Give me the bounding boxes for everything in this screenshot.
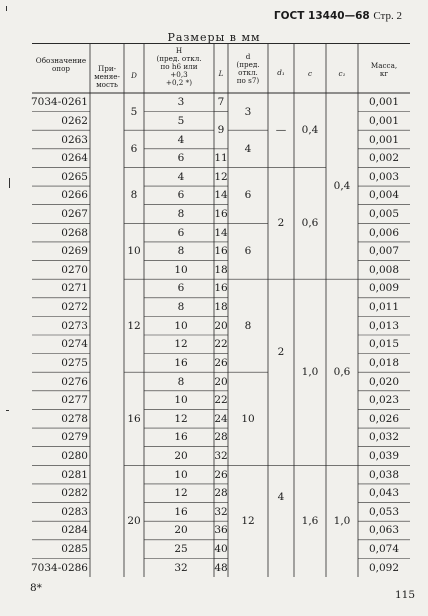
cell-H: 10 bbox=[174, 468, 188, 481]
cell-designation: 0269 bbox=[61, 245, 88, 258]
cell-designation: 0264 bbox=[61, 152, 88, 165]
cell-H: 16 bbox=[174, 356, 188, 369]
cell-mass: 0,001 bbox=[368, 114, 400, 127]
cell-d: 10 bbox=[241, 412, 255, 425]
cell-mass: 0,038 bbox=[368, 468, 400, 481]
cell-mass: 0,004 bbox=[368, 189, 400, 202]
cell-mass: 0,008 bbox=[368, 263, 400, 276]
cell-H: 8 bbox=[177, 301, 185, 314]
cell-designation: 0282 bbox=[61, 487, 88, 500]
cell-mass: 0,001 bbox=[368, 96, 400, 109]
cell-L: 48 bbox=[214, 561, 228, 574]
cell-L: 26 bbox=[214, 356, 228, 369]
cell-designation: 0284 bbox=[61, 524, 88, 537]
dimensions-table bbox=[32, 43, 410, 577]
cell-H: 3 bbox=[177, 96, 185, 109]
cell-L: 24 bbox=[214, 412, 228, 425]
cell-L: 28 bbox=[214, 431, 228, 444]
cell-designation: 0277 bbox=[61, 394, 88, 407]
cell-mass: 0,018 bbox=[368, 356, 400, 369]
cell-designation: 0275 bbox=[61, 356, 88, 369]
cell-designation: 0280 bbox=[61, 450, 88, 462]
margin-mark bbox=[6, 410, 9, 411]
column-header-d1: d₁ bbox=[277, 68, 285, 77]
cell-designation: 0278 bbox=[61, 412, 88, 425]
column-header-c1: c₁ bbox=[338, 69, 346, 78]
cell-L: 11 bbox=[214, 152, 228, 165]
cell-H: 16 bbox=[174, 505, 188, 518]
cell-D: 20 bbox=[127, 515, 141, 528]
cell-H: 20 bbox=[174, 524, 188, 537]
cell-mass: 0,002 bbox=[368, 152, 400, 165]
cell-c1: 0,6 bbox=[333, 366, 351, 379]
cell-D: 12 bbox=[127, 319, 141, 332]
cell-L: 22 bbox=[214, 338, 228, 351]
cell-mass: 0,007 bbox=[368, 245, 400, 258]
cell-H: 10 bbox=[174, 263, 188, 276]
cell-H: 12 bbox=[174, 487, 188, 500]
cell-mass: 0,026 bbox=[368, 412, 400, 425]
cell-H: 16 bbox=[174, 431, 188, 444]
cell-d1: 2 bbox=[277, 346, 285, 359]
cell-mass: 0,006 bbox=[368, 226, 400, 239]
cell-mass: 0,092 bbox=[368, 561, 400, 574]
cell-H: 6 bbox=[177, 189, 185, 202]
cell-c1: 0,4 bbox=[333, 180, 351, 193]
page-header bbox=[274, 10, 402, 22]
column-header-mass: Масса, кг bbox=[370, 61, 398, 78]
cell-mass: 0,011 bbox=[368, 301, 400, 314]
signature-mark: 8* bbox=[30, 582, 42, 594]
column-header-designation: Обозначение опор bbox=[35, 56, 87, 73]
cell-mass: 0,023 bbox=[368, 394, 400, 407]
column-header-c: c bbox=[307, 69, 313, 78]
cell-designation: 0266 bbox=[61, 189, 88, 202]
cell-L: 14 bbox=[214, 189, 228, 202]
cell-L: 16 bbox=[214, 282, 228, 295]
cell-L: 20 bbox=[214, 375, 228, 388]
cell-d: 6 bbox=[244, 189, 252, 202]
cell-H: 4 bbox=[177, 170, 185, 183]
cell-H: 8 bbox=[177, 375, 185, 388]
cell-L: 14 bbox=[214, 226, 228, 239]
cell-mass: 0,063 bbox=[368, 524, 400, 537]
cell-d1: — bbox=[275, 124, 287, 137]
cell-d: 6 bbox=[244, 245, 252, 258]
cell-L: 16 bbox=[214, 208, 228, 220]
cell-designation: 0276 bbox=[61, 375, 88, 388]
cell-L: 40 bbox=[214, 543, 228, 556]
cell-designation: 0279 bbox=[61, 431, 88, 444]
cell-H: 8 bbox=[177, 208, 185, 220]
cell-designation: 0263 bbox=[61, 133, 88, 146]
page-number: 115 bbox=[395, 589, 416, 601]
cell-designation: 0274 bbox=[61, 338, 88, 351]
cell-H: 32 bbox=[174, 561, 188, 574]
cell-D: 8 bbox=[130, 189, 138, 202]
column-header-d: d (пред. откл. по s7) bbox=[236, 52, 260, 85]
cell-c: 0,4 bbox=[301, 124, 319, 137]
standard-number: ГОСТ 13440—68 bbox=[273, 10, 370, 22]
cell-c1: 1,0 bbox=[333, 515, 351, 528]
cell-designation: 0270 bbox=[61, 263, 88, 276]
cell-d: 3 bbox=[244, 105, 252, 118]
cell-designation: 0271 bbox=[61, 282, 88, 295]
cell-designation: 0268 bbox=[61, 226, 88, 239]
table-subtitle: Размеры в мм bbox=[167, 31, 261, 44]
cell-d: 12 bbox=[241, 515, 255, 528]
cell-D: 6 bbox=[130, 142, 138, 155]
cell-mass: 0,043 bbox=[368, 487, 400, 500]
cell-designation: 7034-0261 bbox=[31, 96, 88, 109]
cell-L-merged: 9 bbox=[217, 124, 225, 137]
cell-designation: 7034-0286 bbox=[31, 561, 88, 574]
cell-H: 6 bbox=[177, 152, 185, 165]
cell-designation: 0285 bbox=[61, 543, 88, 556]
cell-H: 4 bbox=[177, 133, 185, 146]
cell-D: 5 bbox=[130, 105, 138, 118]
cell-D: 10 bbox=[127, 245, 141, 258]
cell-designation: 0262 bbox=[61, 114, 88, 127]
cell-H: 12 bbox=[174, 412, 188, 425]
cell-L: 16 bbox=[214, 245, 228, 258]
cell-designation: 0281 bbox=[61, 468, 88, 481]
cell-c: 1,0 bbox=[301, 366, 319, 379]
cell-L: 32 bbox=[214, 505, 228, 518]
cell-L: 36 bbox=[214, 524, 228, 537]
cell-d1: 4 bbox=[277, 491, 285, 504]
cell-mass: 0,074 bbox=[368, 543, 400, 556]
cell-c: 0,6 bbox=[301, 217, 319, 230]
cell-d: 4 bbox=[244, 142, 252, 155]
cell-H: 20 bbox=[174, 450, 188, 462]
cell-H: 8 bbox=[177, 245, 185, 258]
cell-H: 12 bbox=[174, 338, 188, 351]
cell-H: 5 bbox=[177, 114, 185, 127]
cell-D: 16 bbox=[127, 412, 141, 425]
cell-mass: 0,001 bbox=[368, 133, 400, 146]
cell-H: 6 bbox=[177, 226, 185, 239]
cell-d1: 2 bbox=[277, 217, 285, 230]
cell-H: 10 bbox=[174, 394, 188, 407]
cell-L: 20 bbox=[214, 319, 228, 332]
cell-L: 26 bbox=[214, 468, 228, 481]
cell-L: 28 bbox=[214, 487, 228, 500]
column-header-applicability: При- меняе- мость bbox=[94, 64, 120, 89]
cell-mass: 0,015 bbox=[368, 338, 400, 351]
cell-mass: 0,039 bbox=[368, 450, 400, 462]
cell-L: 7 bbox=[217, 96, 225, 109]
cell-L: 18 bbox=[214, 301, 228, 314]
cell-designation: 0273 bbox=[61, 319, 88, 332]
cell-H: 25 bbox=[174, 543, 188, 556]
page-label: Стр. 2 bbox=[373, 10, 402, 22]
cell-mass: 0,053 bbox=[368, 505, 400, 518]
column-header-d: D bbox=[131, 71, 137, 80]
column-header-h: H (пред. откл. по h6 или +0,3 +0,2 *) bbox=[156, 46, 202, 87]
cell-mass: 0,032 bbox=[368, 431, 400, 444]
cell-designation: 0283 bbox=[61, 505, 88, 518]
cell-designation: 0272 bbox=[61, 301, 88, 314]
cell-mass: 0,013 bbox=[368, 319, 400, 332]
cell-L: 32 bbox=[214, 450, 228, 462]
cell-designation: 0265 bbox=[61, 170, 88, 183]
cell-c: 1,6 bbox=[301, 515, 319, 528]
column-header-l: L bbox=[218, 69, 224, 78]
cell-mass: 0,003 bbox=[368, 170, 400, 183]
cell-L: 22 bbox=[214, 394, 228, 407]
cell-H: 10 bbox=[174, 319, 188, 332]
cell-H: 6 bbox=[177, 282, 185, 295]
cell-mass: 0,009 bbox=[368, 282, 400, 295]
cell-designation: 0267 bbox=[61, 208, 88, 220]
cell-L: 12 bbox=[214, 170, 228, 183]
cell-L: 18 bbox=[214, 263, 228, 276]
cell-d: 8 bbox=[244, 319, 252, 332]
cell-mass: 0,020 bbox=[368, 375, 400, 388]
margin-mark bbox=[6, 6, 7, 11]
margin-mark bbox=[9, 178, 10, 188]
cell-mass: 0,005 bbox=[368, 208, 400, 220]
